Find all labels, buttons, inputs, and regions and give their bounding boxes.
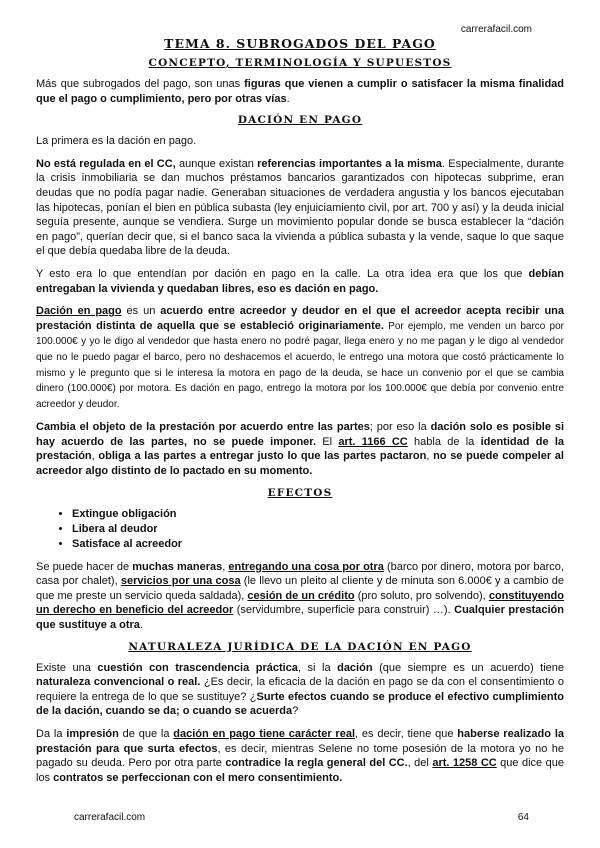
footer-site-label: carrerafacil.com: [74, 812, 146, 823]
paragraph-calle: Y esto era lo que entendían por dación en pago en la calle. La otra idea era que los que debían entregaban la vivienda y quedaban libres, eso es dación en pago.: [36, 267, 564, 295]
paragraph-impresion: Da la impresión de que la dación en pago tiene carácter real, es decir, tiene que haberse realizado la prestación para que surta efectos, es decir, mientras Selene no tome posesión de la motora yo no he pagado su deuda. Pero por otra parte contradice la regla general del CC., del art. 1258 CC que dice que los contratos se perfeccionan con el mero consentimiento.: [36, 728, 565, 784]
paragraph-cuestion: Existe una cuestión con trascendencia práctica, si la dación (que siempre es un acuerdo) tiene naturaleza convencional o real. ¿Es decir, la eficacia de la dación en pago se da con el consentimiento o requiere la entrega de lo que se sustituye? ¿Surte efectos cuando se produce el efectivo cumplimiento de la dación, cuando se da; o cuando se acuerda?: [36, 661, 564, 718]
paragraph-intro: Más que subrogados del pago, son unas figuras que vienen a cumplir o satisfacer la misma finalidad que el pago o cumplimiento, pero por otras vías.: [36, 78, 564, 105]
page-number: 64: [517, 812, 529, 823]
paragraph-definicion: Dación en pago es un acuerdo entre acreedor y deudor en el que el acreedor acepta recibir una prestación distinta de aquella que se estableció originariamente. Por ejemplo, me venden un barco por 100.000€ y yo le digo al vendedor que hasta enero no podré pagar, llega enero y no me pagan y le digo al vendedor que no le puedo pagar el barco, pero no deshacemos el acuerdo, le entrego una motora que costó prácticamente lo mismo y le pregunto que si le interesa la motora en pago de la deuda, se hace un convenio por el que se cambia dinero (100.000€) por motora. Es dación en pago, entrego la motora por los 100.000€ que debía por convenio entre acreedor y deudor.: [36, 305, 565, 410]
paragraph-maneras: Se puede hacer de muchas maneras, entregando una cosa por otra (barco por dinero, motora por barco, casa por chalet), servicios por una cosa (le llevo un pleito al cliente y de minuta son 6.000€ y a cambio de que me preste un servicio queda saldada), cesión de un crédito (pro soluto, pro solvendo), constituyendo un derecho en beneficio del acreedor (servidumbre, superficie para construir) …). Cualquier prestación que sustituye a otra.: [36, 560, 565, 632]
section-heading-efectos: EFECTOS: [267, 486, 333, 499]
page-footer: [74, 812, 529, 823]
efectos-list: [36, 507, 564, 552]
header-site-label: carrerafacil.com: [460, 24, 532, 35]
paragraph-objeto: Cambia el objeto de la prestación por acuerdo entre las partes; por eso la dación solo es posible si hay acuerdo de las partes, no se puede imponer. El art. 1166 CC habla de la identidad de la prestación, obliga a las partes a entregar justo lo que las partes pactaron, no se puede compeler al acreedor algo distinto de lo pactado en su momento.: [36, 421, 565, 478]
section-heading-dacion: DACIÓN EN PAGO: [237, 114, 363, 127]
paragraph-no-regulada: No está regulada en el CC, aunque existan referencias importantes a la misma. Especialmente, durante la crisis inmobiliaria se dan muchos préstamos bancarios garantizados con hipotecas subprime, eran deudas que no podía pagar nadie. Generaban situaciones de verdadera angustia y los bancos ejecutaban las hipotecas, ponían el bien en pública subasta (ley enjuiciamiento civil, por art. 700 y así) y la deuda inicial seguía presente, aunque se vendiera. Surge un movimiento popular donde se busca establecer la “dación en pago”, querían decir que, si el banco saca la vivienda a pública subasta y la vende, saque lo que saque el que debía quedaba libre de la deuda.: [36, 157, 565, 258]
page-title: TEMA 8. SUBROGADOS DEL PAGO: [164, 36, 436, 51]
list-item: • Extingue obligación: [72, 507, 564, 522]
list-item: • Satisface al acreedor: [72, 537, 564, 552]
document-body: [36, 36, 564, 793]
list-item: • Libera al deudor: [72, 522, 564, 537]
section-heading-naturaleza: NATURALEZA JURÍDICA DE LA DACIÓN EN PAGO: [128, 640, 472, 653]
paragraph-first: La primera es la dación en pago.: [36, 135, 197, 148]
section-heading-concepto: CONCEPTO, TERMINOLOGÍA Y SUPUESTOS: [148, 57, 452, 69]
